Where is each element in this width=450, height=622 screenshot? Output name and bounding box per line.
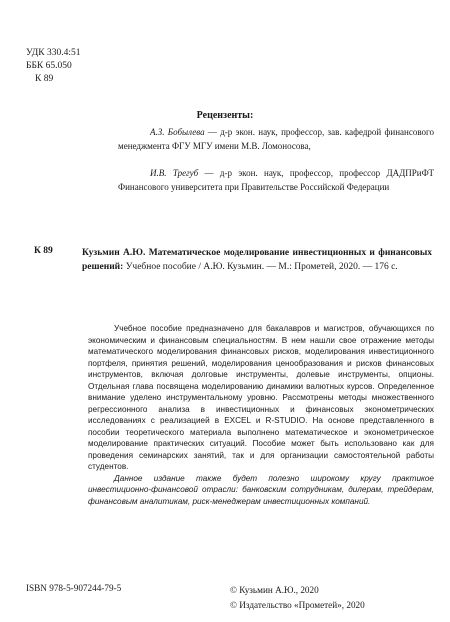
reviewer-2: [118, 167, 434, 194]
book-imprint: Учебное пособие / А.Ю. Кузьмин. — М.: Прометей, 2020. — 176 с.: [123, 262, 398, 272]
copyright-author: © Кузьмин А.Ю., 2020: [230, 585, 319, 595]
reviewer-1: [118, 126, 434, 153]
bibliography-mark: К 89: [34, 246, 53, 256]
book-title: Математическое моделирование инвестиционных и финансовых решений:: [82, 248, 433, 272]
reviewer-details: — д-р экон. наук, профессор, зав. кафедрой финансового менеджмента ФГУ МГУ имени М.В. Ломоносова,: [118, 127, 434, 151]
reviewer-name: А.З. Бобылева: [150, 127, 205, 137]
book-author: Кузьмин А.Ю.: [82, 248, 146, 258]
udc-code: УДК 330.4:51: [26, 48, 81, 58]
classification-block: [26, 47, 80, 86]
abstract-main: Учебное пособие предназначено для бакалавров и магистров, обучающихся по экономическим и финансовым специальностям. В нем нашли свое отражение методы математического моделирования финансовых рисков, моделирования инвестиционного портфеля, принятия решений, моделирования ценообразования и рисков финансовых инструментов, включая долговые инструменты, долевые инструменты, опционы. Отдельная глава посвящена моделированию динамики валютных курсов. Определенное внимание уделено инструментальному уровню. Рассмотрены методы множественного регрессионного анализа в инвестиционных и финансовых эконометрических исследованиях с реализацией в EXCEL и R-STUDIO. На основе представленного в пособии теоретического материала выполнено математическое и эконометрическое моделирование практических ситуаций. Пособие может быть использовано как для проведения семинарских занятий, так и для организации самостоятельной работы студентов.: [88, 324, 434, 471]
bibliographic-record: [82, 246, 432, 274]
copyright-publisher: © Издательство «Прометей», 2020: [230, 599, 365, 610]
reviewer-details: — д-р экон. наук, профессор, профессор ДАДПРиФТ Финансового университета при Правительстве Российской Федерации: [118, 168, 435, 192]
abstract: [88, 323, 434, 507]
author-mark: К 89: [35, 74, 54, 84]
reviewer-name: И.В. Трегуб: [150, 168, 199, 178]
isbn: ISBN 978-5-907244-79-5: [26, 583, 122, 593]
reviewers-heading: Рецензенты:: [196, 110, 254, 121]
copyright-block: [230, 583, 365, 612]
bbk-code: ББК 65.050: [26, 61, 72, 71]
abstract-note: Данное издание также будет полезно широкому кругу практикое инвестиционно-финансовой отрасли: банковским сотрудникам, дилерам, трейдерам, финансовым аналитикам, риск-менеджерам инвестиционных компаний.: [88, 473, 434, 506]
